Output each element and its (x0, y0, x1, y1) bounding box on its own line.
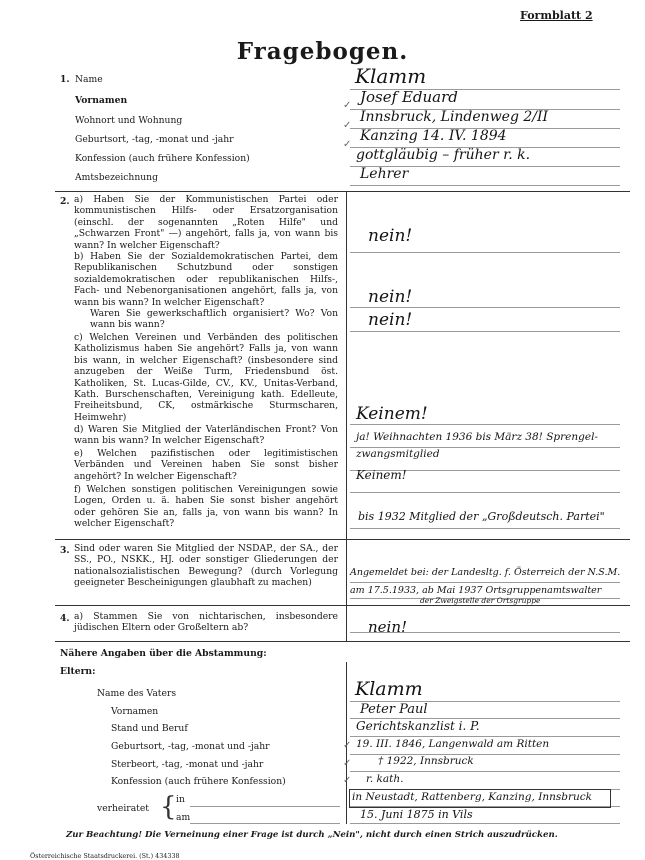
ancestry-heading: Nähere Angaben über die Abstammung: (60, 648, 267, 659)
question-4a: a) Stammen Sie von nichtarischen, insbesondere jüdischen Eltern oder Großeltern ab? (74, 611, 338, 634)
answer-3-line1: Angemeldet bei: der Landesltg. f. Österreich der N.S.M. (350, 567, 621, 578)
question-3: Sind oder waren Sie Mitglied der NSDAP., der SA., der SS., PO., NSKK., HJ. oder sonstiger Gliederungen der nationalsozialistischen Bewegung? (durch Vorlegung geeigneter Bescheinigungen glaubhaft zu machen) (74, 543, 338, 589)
footer-note: Zur Beachtung! Die Verneinung einer Frage ist durch „Nein", nicht durch einen Strich auszudrücken. (66, 830, 558, 840)
answer-name: Klamm (355, 64, 427, 88)
check-mark-icon: ✓ (343, 775, 352, 786)
label-father-beruf: Stand und Beruf (111, 723, 188, 734)
check-mark-icon: ✓ (343, 740, 352, 751)
label-father-vornamen: Vornamen (111, 706, 159, 717)
answer-father-konfession: r. kath. (366, 773, 404, 785)
answer-married-in: in Neustadt, Rattenberg, Kanzing, Innsbruck (352, 791, 593, 803)
answer-konfession: gottgläubig – früher r. k. (356, 147, 531, 163)
answer-3-line2: am 17.5.1933, ab Mai 1937 Ortsgruppenamtswalter (350, 585, 602, 596)
parents-heading: Eltern: (60, 666, 96, 677)
question-2f: f) Welchen sonstigen politischen Vereinigungen sowie Logen, Orden u. ä. haben Sie sonst bisher angehört oder gehören Sie an, falls ja, von wann bis wann? In welcher Eigenschaft? (74, 484, 338, 530)
answer-father-geburt: 19. III. 1846, Langenwald am Ritten (356, 738, 550, 750)
section3-number: 3. (60, 545, 70, 556)
answer-2e: Keinem! (356, 468, 407, 482)
section1-number: 1. (60, 74, 70, 85)
label-amtsbezeichnung: Amtsbezeichnung (75, 172, 158, 183)
answer-father-sterbe: † 1922, Innsbruck (378, 755, 474, 767)
question-2b-union: Waren Sie gewerkschaftlich organisiert? Wo? Von wann bis wann? (90, 308, 338, 331)
label-married-in: in (176, 794, 185, 805)
label-vornamen: Vornamen (75, 95, 128, 106)
answer-4a: nein! (368, 618, 408, 636)
question-2d: d) Waren Sie Mitglied der Vaterländischen Front? Von wann bis wann? In welcher Eigenschaft? (74, 424, 338, 447)
answer-2a: nein! (368, 226, 413, 246)
answer-2c: Keinem! (356, 404, 428, 424)
label-konfession: Konfession (auch frühere Konfession) (75, 153, 250, 164)
answer-wohnort: Innsbruck, Lindenweg 2/II (360, 109, 549, 125)
brace-icon: { (160, 792, 177, 822)
question-2a: a) Haben Sie der Kommunistischen Partei oder kommunistischen Hilfs- oder Ersatzorganisation (einschl. der sogenannten „Roten Hilfe" und „Schwarzen Front" —) angehört, falls ja, von wann bis wann? In welcher Eigenschaft? (74, 194, 338, 251)
page-title: Fragebogen. (236, 38, 409, 65)
label-verheiratet: verheiratet (97, 803, 150, 814)
answer-father-vornamen: Peter Paul (360, 702, 428, 717)
check-mark-icon: ✓ (343, 120, 352, 131)
label-father-name: Name des Vaters (97, 688, 177, 699)
answer-2b: nein! (368, 287, 413, 307)
section4-number: 4. (60, 613, 70, 624)
answer-father-name: Klamm (355, 678, 423, 700)
label-wohnort: Wohnort und Wohnung (75, 115, 183, 126)
question-2c: c) Welchen Vereinen und Verbänden des politischen Katholizismus haben Sie angehört? Falls ja, von wann bis wann, in welcher Eigenschaft? (insbesondere sind anzugeben der Weiße Turm, Friedensbund öst. Katholiken, St. Lucas-Gilde, CV., KV., Unitas-Verband, Kath. Burschenschaften, Vereinigung kath. Edelleute, Freiheitsbund, CK, ostmärkische Sturmscharen, Heimwehr) (74, 332, 338, 423)
label-geburtsort: Geburtsort, -tag, -monat und -jahr (75, 134, 234, 145)
answer-2f: bis 1932 Mitglied der „Großdeutsch. Partei" (358, 510, 605, 523)
check-mark-icon: ✓ (343, 100, 352, 111)
label-name: Name (75, 74, 103, 85)
label-married-am: am (176, 812, 191, 823)
check-mark-icon: ✓ (343, 758, 352, 769)
answer-amtsbezeichnung: Lehrer (360, 166, 409, 182)
section2-number: 2. (60, 196, 70, 207)
question-2b: b) Haben Sie der Sozialdemokratischen Partei, dem Republikanischen Schutzbund oder sonstigen sozialdemokratischen oder republikanischen Hilfs-, Fach- und Nebenorganisationen angehört, falls ja, von wann bis wann? In welcher Eigenschaft? (74, 251, 338, 308)
answer-2b-union: nein! (368, 310, 413, 330)
answer-father-beruf: Gerichtskanzlist i. P. (356, 719, 480, 733)
answer-geburtsort: Kanzing 14. IV. 1894 (360, 128, 507, 144)
form-id: Formblatt 2 (520, 9, 593, 22)
answer-married-am: 15. Juni 1875 in Vils (360, 808, 473, 821)
label-father-konfession: Konfession (auch frühere Konfession) (111, 776, 286, 787)
answer-3-line3: der Zweigstelle der Ortsgruppe (420, 596, 541, 605)
label-father-geburt: Geburtsort, -tag, -monat und -jahr (111, 741, 270, 752)
answer-2d-line2: zwangsmitglied (356, 448, 440, 460)
answer-2d-line1: ja! Weihnachten 1936 bis März 38! Sprengel- (356, 431, 598, 443)
printer-imprint: Österreichische Staatsdruckerei. (St.) 434338 (30, 852, 180, 860)
check-mark-icon: ✓ (343, 139, 352, 150)
answer-vornamen: Josef Eduard (360, 88, 458, 106)
question-2e: e) Welchen pazifistischen oder legitimistischen Verbänden und Vereinen haben Sie sonst bisher angehört? In welcher Eigenschaft? (74, 448, 338, 482)
label-father-sterbe: Sterbeort, -tag, -monat und -jahr (111, 759, 264, 770)
